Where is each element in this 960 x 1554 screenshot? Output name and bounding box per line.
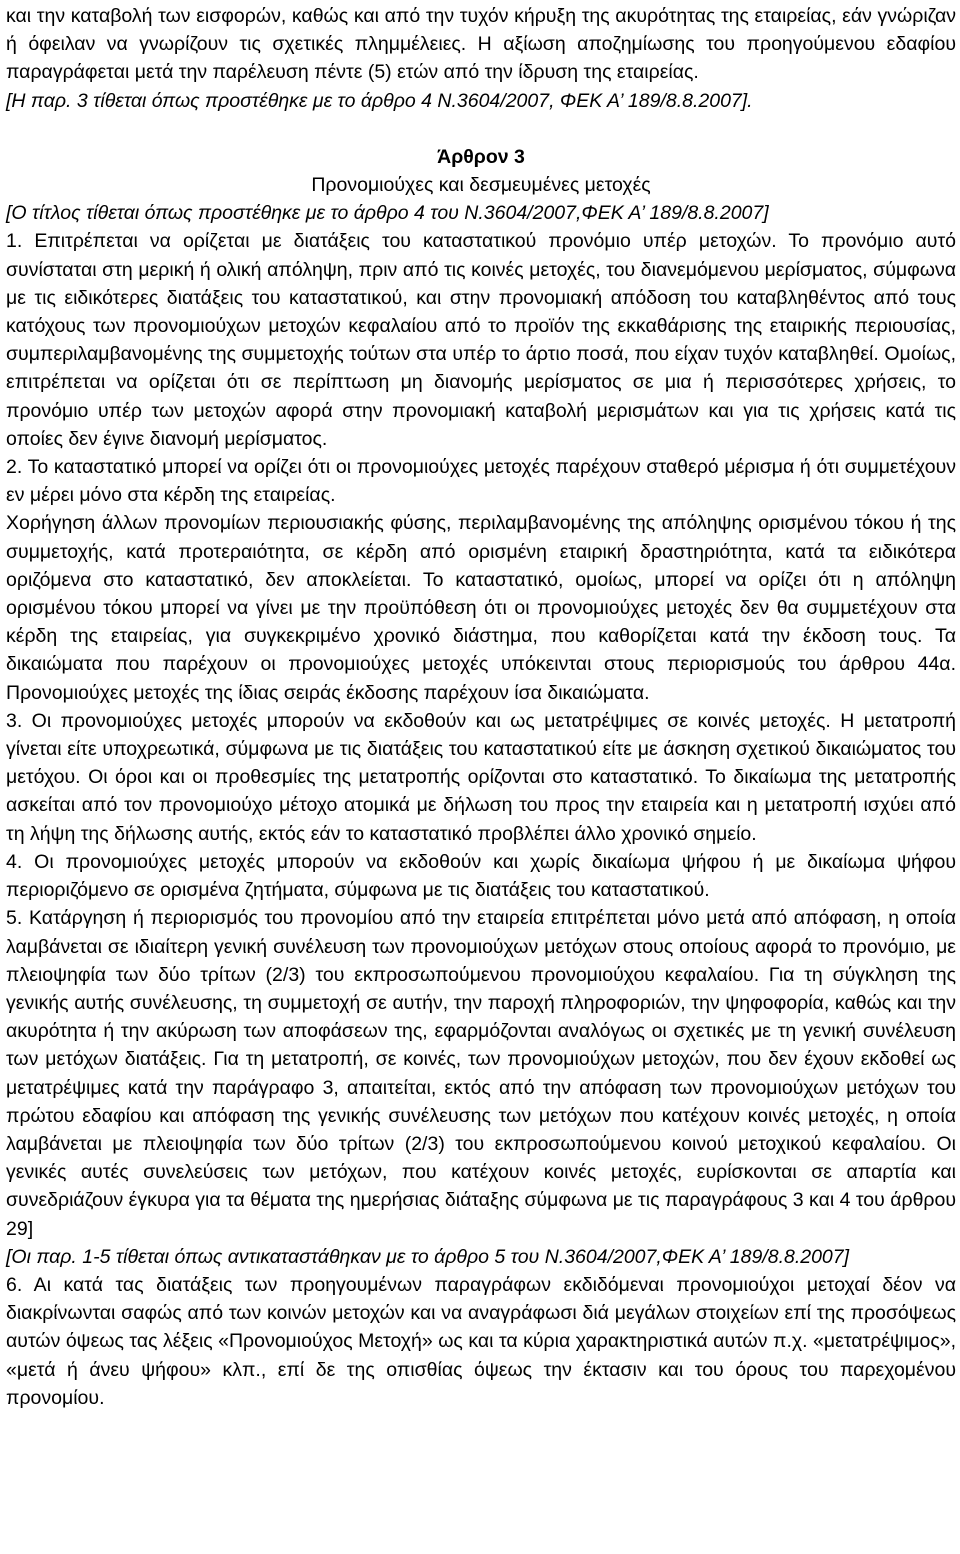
paragraphs-amendment-note: [Οι παρ. 1-5 τίθεται όπως αντικαταστάθηκαν με το άρθρο 5 του Ν.3604/2007,ΦΕΚ Α’ 189/8.8.2007]	[6, 1245, 850, 1268]
intro-paragraph: και την καταβολή των εισφορών, καθώς και από την τυχόν κήρυξη της ακυρότητας της εταιρείας, εάν γνώριζαν ή όφειλαν να γνωρίζουν τις σχετικές πλημμέλειες. Η αξίωση αποζημίωσης του προηγούμενου εδαφίου παραγράφεται μετά την παρέλευση πέντε (5) ετών από την ίδρυση της εταιρείας.	[6, 5, 956, 84]
paragraph-1: 1. Επιτρέπεται να ορίζεται με διατάξεις του καταστατικού προνόμιο υπέρ μετοχών. Το προνόμιο αυτό συνίσταται στη μερική ή ολική απόληψη, πριν από τις κοινές μετοχές, του διανεμόμενου μερίσματος, σύμφωνα με τις ειδικότερες διατάξεις του καταστατικού, και στην προνομιακή απόδοση του καταβληθέντος από τους κατόχους των προνομιούχων μετοχών κεφαλαίου από το προϊόν της εκκαθάρισης της εταιρικής περιουσίας, συμπεριλαμβανομένης της συμμετοχής τούτων στα υπέρ το άρτιο ποσά, που είχαν τυχόν καταβληθεί. Ομοίως, επιτρέπεται να ορίζεται ότι σε περίπτωση μη διανομής μερίσματος σε μια ή περισσότερες χρήσεις, το προνόμιο υπέρ των μετοχών αφορά στην προνομιακή καταβολή μερισμάτων και για τις χρήσεις κατά τις οποίες δεν έγινε διανομή μερίσματος.	[6, 230, 956, 450]
article-subtitle: Προνομιούχες και δεσμευμένες μετοχές	[311, 174, 651, 197]
paragraph-6: 6. Αι κατά τας διατάξεις των προηγουμένων παραγράφων εκδιδόμεναι προνομιούχοι μετοχαί δέον να διακρίνωνται σαφώς από των κοινών μετοχών και να αναγράφωσι διά μεγάλων στοιχείων επί της προσόψεως αυτών όψεως τας λέξεις «Προνομιούχος Μετοχή» ως και τα κύρια χαρακτηριστικά αυτών π.χ. «μετατρέψιμος», «μετά ή άνευ ψήφου» κλπ., επί δε της οπισθίας όψεως την έκτασιν και του όρους του παρεχομένου προνομίου.	[6, 1273, 956, 1409]
article-title-note: [Ο τίτλος τίθεται όπως προστέθηκε με το άρθρο 4 του Ν.3604/2007,ΦΕΚ Α’ 189/8.8.2007]	[6, 202, 769, 225]
paragraph-2: 2. Το καταστατικό μπορεί να ορίζει ότι οι προνομιούχες μετοχές παρέχουν σταθερό μέρισμα ή ότι συμμετέχουν εν μέρει μόνο στα κέρδη της εταιρείας.	[6, 456, 956, 507]
article-number: Άρθρον 3	[437, 145, 525, 168]
article-heading	[6, 143, 956, 199]
paragraph-2-continued: Χορήγηση άλλων προνομίων περιουσιακής φύσης, περιλαμβανομένης της απόληψης ορισμένου τόκου ή της συμμετοχής, κατά προτεραιότητα, σε κέρδη από ορισμένη εταιρική δραστηριότητα, κατά τα ειδικότερα οριζόμενα στο καταστατικό, δεν αποκλείεται. Το καταστατικό, ομοίως, μπορεί να ορίζει ότι η απόληψη ορισμένου τόκου μπορεί να γίνει με την προϋπόθεση ότι οι προνομιούχες μετοχές δεν θα συμμετέχουν στα κέρδη της εταιρείας, για συγκεκριμένο χρονικό διάστημα, που καθορίζεται κατά την έκδοση τους. Τα δικαιώματα που παρέχουν οι προνομιούχες μετοχές υπόκεινται στους περιορισμούς του άρθρου 44α. Προνομιούχες μετοχές της ίδιας σειράς έκδοσης παρέχουν ίσα δικαιώματα.	[6, 512, 956, 704]
intro-amendment-note: [Η παρ. 3 τίθεται όπως προστέθηκε με το άρθρο 4 Ν.3604/2007, ΦΕΚ Α’ 189/8.8.2007].	[6, 89, 753, 112]
paragraph-4: 4. Οι προνομιούχες μετοχές μπορούν να εκδοθούν και χωρίς δικαίωμα ψήφου ή με δικαίωμα ψήφου περιοριζόμενο σε ορισμένα ζητήματα, σύμφωνα με τις διατάξεις του καταστατικού.	[6, 850, 956, 902]
paragraph-3: 3. Οι προνομιούχες μετοχές μπορούν να εκδοθούν και ως μετατρέψιμες σε κοινές μετοχές. Η μετατροπή γίνεται είτε υποχρεωτικά, σύμφωνα με τις διατάξεις του καταστατικού είτε με άσκηση σχετικού δικαιώματος του μετόχου. Οι όροι και οι προθεσμίες της μετατροπής ορίζονται στο καταστατικό. Το δικαίωμα της μετατροπής ασκείται από τον προνομιούχο μέτοχο ατομικά με δήλωση του προς την εταιρεία και η μετατροπή ισχύει από τη λήψη της δήλωσης αυτής, εκτός εάν το καταστατικό προβλέπει άλλο χρονικό σημείο.	[6, 709, 956, 845]
paragraph-5: 5. Κατάργηση ή περιορισμός του προνομίου από την εταιρεία επιτρέπεται μόνο μετά από απόφαση, η οποία λαμβάνεται σε ιδιαίτερη γενική συνέλευση των προνομιούχων μετόχων στους οποίους αφορά το προνόμιο, με πλειοψηφία των δύο τρίτων (2/3) του εκπροσωπούμενου προνομιούχου κεφαλαίου. Για τη σύγκληση της γενικής αυτής συνέλευσης, τη συμμετοχή σε αυτήν, την παροχή πληροφοριών, την ψηφοφορία, καθώς και την ακυρότητα ή την ακύρωση των αποφάσεων της, εφαρμόζονται αναλόγως οι σχετικές με τη γενική συνέλευση των μετόχων διατάξεις. Για τη μετατροπή, σε κοινές, των προνομιούχων μετοχών, που δεν έχουν εκδοθεί ως μετατρέψιμες κατά την παράγραφο 3, απαιτείται, εκτός από την απόφαση των προνομιούχων μετόχων του πρώτου εδαφίου και απόφαση της γενικής συνέλευσης των μετόχων που κατέχουν κοινές μετοχές, η οποία λαμβάνεται με πλειοψηφία των δύο τρίτων (2/3) του εκπροσωπούμενου κοινού μετοχικού κεφαλαίου. Οι γενικές αυτές συνελεύσεις των μετόχων, που κατέχουν κοινές μετοχές, ευρίσκονται σε απαρτία και συνεδριάζουν έγκυρα για τα θέματα της ημερήσιας διάταξης σύμφωνα με τις παραγράφους 3 και 4 του άρθρου 29]	[6, 907, 957, 1240]
